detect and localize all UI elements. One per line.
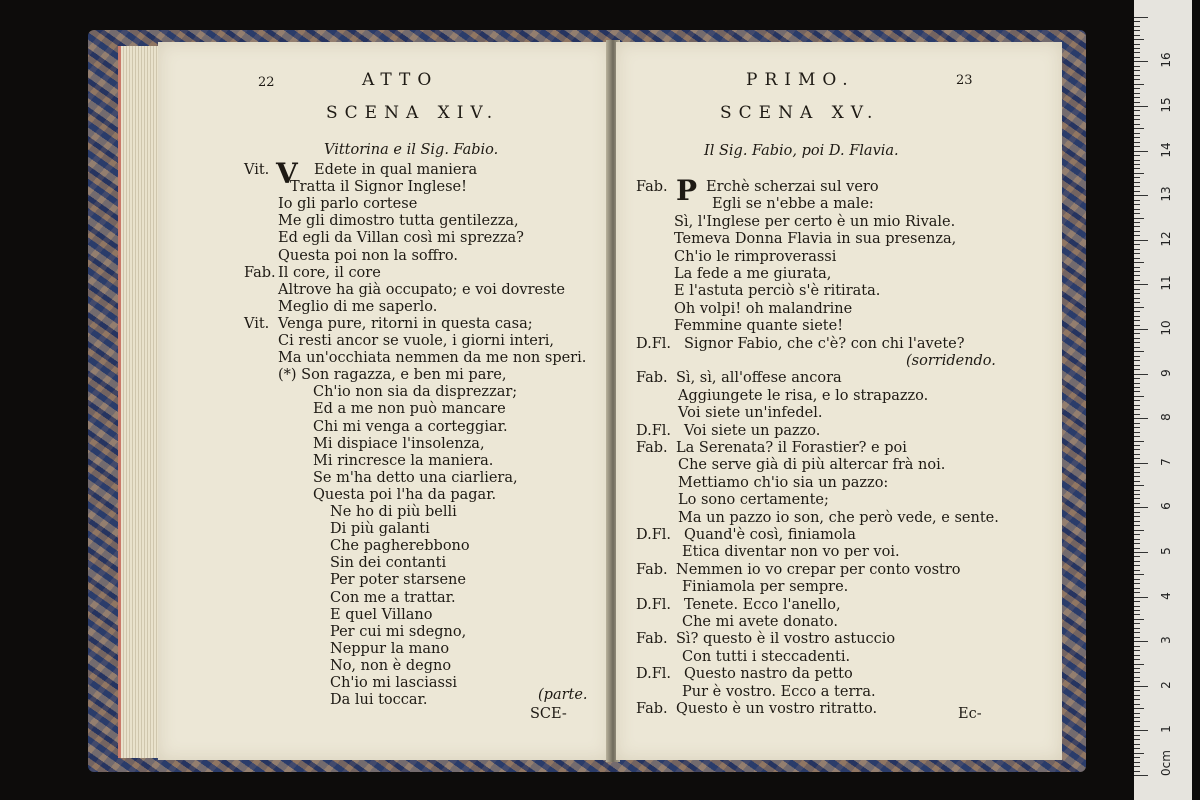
ruler-tick [1134, 681, 1140, 682]
ruler-tick [1134, 262, 1144, 263]
verse-line: (*) Son ragazza, e ben mi pare, [278, 367, 507, 384]
speaker-label: D.Fl. [636, 335, 672, 352]
ruler-tick [1134, 244, 1140, 245]
verse-line: Se m'ha detto una ciarliera, [313, 469, 518, 486]
ruler-tick [1134, 84, 1144, 85]
verse-line: Nemmen io vo crepar per conto vostro [676, 561, 961, 578]
verse-line: Venga pure, ritorni in questa casa; [278, 315, 533, 332]
verse-line: Edete in qual maniera [314, 162, 478, 178]
ruler-tick [1134, 311, 1140, 312]
ruler-tick [1134, 655, 1140, 656]
ruler-label: 9 [1159, 368, 1173, 377]
ruler-tick [1134, 632, 1140, 633]
ruler-tick [1134, 70, 1140, 71]
catchword: Ec- [958, 706, 982, 722]
stage-direction: (parte. [538, 687, 588, 703]
ruler-tick [1134, 21, 1140, 22]
verse-line: Sì, l'Inglese per certo è un mio Rivale. [674, 213, 956, 230]
verse-line: Che pagherebbono [330, 538, 470, 555]
verse-line: Ci resti ancor se vuole, i giorni interi, [278, 333, 555, 349]
speaker-label: Fab. [636, 370, 668, 387]
scene-title: SCENA XIV. [326, 103, 500, 123]
ruler-tick [1134, 396, 1144, 397]
verse-line: Egli se n'ebbe a male: [712, 196, 874, 213]
ruler-tick [1134, 498, 1140, 499]
page-number: 23 [956, 73, 973, 88]
ruler-tick [1134, 235, 1140, 236]
ruler-tick [1134, 325, 1140, 326]
ruler-tick [1134, 659, 1140, 660]
ruler-label: 1 [1159, 725, 1173, 734]
ruler-tick [1134, 351, 1144, 352]
ruler-tick [1134, 168, 1140, 169]
ruler-tick [1134, 342, 1140, 343]
scene-characters: Il Sig. Fabio, poi D. Flavia. [704, 143, 899, 159]
ruler-tick [1134, 249, 1140, 250]
ruler-tick [1134, 695, 1140, 696]
drop-capital: P [676, 174, 698, 207]
ruler-tick [1134, 240, 1148, 241]
ruler-tick [1134, 26, 1140, 27]
ruler-tick [1134, 744, 1140, 745]
ruler-tick [1134, 494, 1140, 495]
verse-line: Che serve già di più altercar frà noi. [678, 457, 946, 474]
ruler-tick [1134, 503, 1140, 504]
ruler-tick [1134, 637, 1140, 638]
verse-line: La fede a me giurata, [674, 266, 832, 282]
ruler-tick [1134, 329, 1148, 330]
ruler-tick [1134, 320, 1140, 321]
ruler-tick [1134, 583, 1140, 584]
ruler-tick [1134, 182, 1140, 183]
ruler-tick [1134, 445, 1140, 446]
ruler-tick [1134, 543, 1140, 544]
speaker-label: D.Fl. [636, 527, 672, 543]
ruler-tick [1134, 356, 1140, 357]
ruler-tick [1134, 664, 1144, 665]
verse-line: Ch'io le rimproverassi [674, 248, 837, 265]
verse-line: Con tutti i steccadenti. [682, 648, 851, 665]
verse-line: Oh volpi! oh malandrine [674, 300, 853, 317]
ruler-tick [1134, 119, 1140, 120]
ruler-tick [1134, 735, 1140, 736]
ruler-tick [1134, 436, 1140, 437]
ruler-tick [1134, 646, 1140, 647]
verse-line: Temeva Donna Flavia in sua presenza, [674, 231, 957, 248]
ruler-tick [1134, 574, 1144, 575]
ruler-tick [1134, 186, 1140, 187]
ruler-label: 14 [1159, 141, 1173, 158]
ruler-tick [1134, 423, 1140, 424]
ruler-tick [1134, 195, 1148, 196]
ruler-tick [1134, 271, 1140, 272]
verse-line: Ma un'occhiata nemmen da me non speri. [278, 350, 587, 367]
speaker-label: Fab. [636, 701, 668, 717]
ruler-label: 2 [1159, 680, 1173, 689]
ruler-tick [1134, 209, 1140, 210]
ruler-label: 5 [1159, 547, 1173, 555]
ruler-tick [1134, 672, 1140, 673]
ruler-tick [1134, 467, 1140, 468]
ruler-tick [1134, 226, 1140, 227]
ruler-tick [1134, 414, 1140, 415]
verse-line: Da lui toccar. [330, 692, 428, 709]
ruler-tick [1134, 128, 1144, 129]
measurement-ruler [1134, 0, 1192, 800]
ruler-tick [1134, 458, 1140, 459]
ruler-tick [1134, 592, 1140, 593]
ruler-tick [1134, 365, 1140, 366]
speaker-label: Vit. [244, 315, 270, 332]
ruler-tick [1134, 102, 1140, 103]
ruler-tick [1134, 204, 1140, 205]
ruler-label: 12 [1159, 231, 1173, 247]
verse-line: Io gli parlo cortese [278, 196, 418, 213]
ruler-tick [1134, 476, 1140, 477]
ruler-tick [1134, 449, 1140, 450]
ruler-tick [1134, 173, 1144, 174]
running-header: ATTO [362, 70, 439, 90]
ruler-tick [1134, 374, 1148, 375]
ruler-label: 0cm [1159, 750, 1173, 776]
ruler-tick [1134, 124, 1140, 125]
speaker-label: Fab. [636, 631, 668, 648]
ruler-tick [1134, 66, 1140, 67]
verse-line: Etica diventar non vo per voi. [682, 544, 900, 561]
verse-line: (sorridendo. [906, 353, 996, 369]
ruler-tick [1134, 619, 1144, 620]
ruler-label: 11 [1159, 275, 1173, 292]
ruler-tick [1134, 548, 1140, 549]
ruler-label: 16 [1159, 52, 1173, 69]
verse-line: Neppur la mano [330, 640, 450, 657]
verse-line: Sì? questo è il vostro astuccio [676, 631, 896, 648]
ruler-label: 13 [1159, 186, 1173, 202]
ruler-tick [1134, 280, 1140, 281]
verse-line: Per cui mi sdegno, [330, 623, 467, 640]
ruler-tick [1134, 409, 1140, 410]
ruler-tick [1134, 39, 1144, 40]
ruler-tick [1134, 556, 1140, 557]
verse-line: Femmine quante siete! [674, 318, 844, 335]
ruler-tick [1134, 258, 1140, 259]
verse-line: No, non è degno [330, 657, 452, 674]
speaker-label: D.Fl. [636, 422, 672, 439]
ruler-tick [1134, 338, 1140, 339]
verse-line: Signor Fabio, che c'è? con chi l'avete? [684, 335, 965, 352]
verse-line: Questo è un vostro ritratto. [676, 701, 878, 717]
ruler-tick [1134, 115, 1140, 116]
verse-line: Ch'io mi lasciassi [330, 675, 458, 691]
verse-line: Mi rincresce la maniera. [313, 452, 494, 469]
ruler-tick [1134, 405, 1140, 406]
ruler-tick [1134, 748, 1140, 749]
verse-line: Erchè scherzai sul vero [706, 179, 879, 195]
verse-line: Di più galanti [330, 521, 430, 538]
ruler-tick [1134, 400, 1140, 401]
ruler-label: 6 [1159, 502, 1173, 511]
verse-line: Finiamola per sempre. [682, 579, 849, 596]
ruler-tick [1134, 391, 1140, 392]
speaker-label: Fab. [244, 264, 276, 281]
verse-line: Quand'è così, finiamola [684, 527, 856, 543]
ruler-tick [1134, 708, 1144, 709]
ruler-tick [1134, 383, 1140, 384]
verse-line: E quel Villano [330, 606, 433, 623]
verse-line: Ed egli da Villan così mi sprezza? [278, 230, 524, 247]
ruler-tick [1134, 293, 1140, 294]
ruler-tick [1134, 164, 1140, 165]
ruler-tick [1134, 481, 1140, 482]
ruler-tick [1134, 200, 1140, 201]
ruler-tick [1134, 570, 1140, 571]
ruler-tick [1134, 302, 1140, 303]
ruler-label: 15 [1159, 97, 1173, 113]
verse-line: Che mi avete donato. [682, 614, 838, 630]
verse-line: Chi mi venga a corteggiar. [313, 418, 508, 435]
ruler-tick [1134, 614, 1140, 615]
ruler-tick [1134, 507, 1148, 508]
ruler-tick [1134, 289, 1140, 290]
ruler-tick [1134, 485, 1144, 486]
ruler-tick [1134, 427, 1140, 428]
ruler-tick [1134, 48, 1140, 49]
ruler-tick [1134, 561, 1140, 562]
ruler-tick [1134, 79, 1140, 80]
ruler-tick [1134, 726, 1140, 727]
ruler-label: 3 [1159, 636, 1173, 645]
ruler-tick [1134, 668, 1140, 669]
ruler-tick [1134, 387, 1140, 388]
ruler-tick [1134, 730, 1148, 731]
ruler-tick [1134, 160, 1140, 161]
ruler-tick [1134, 222, 1140, 223]
ruler-tick [1134, 713, 1140, 714]
ruler-tick [1134, 539, 1140, 540]
ruler-tick [1134, 347, 1140, 348]
verse-line: Questa poi non la soffro. [278, 247, 458, 264]
speaker-label: Vit. [244, 162, 270, 178]
ruler-tick [1134, 530, 1144, 531]
verse-line: Ed a me non può mancare [313, 401, 506, 418]
verse-line: Voi siete un pazzo. [684, 422, 821, 439]
speaker-label: Fab. [636, 440, 668, 456]
ruler-tick [1134, 44, 1140, 45]
ruler-label: 7 [1159, 457, 1173, 466]
ruler-tick [1134, 762, 1140, 763]
ruler-tick [1134, 316, 1140, 317]
ruler-label: 10 [1159, 320, 1173, 336]
ruler-tick [1134, 97, 1140, 98]
ruler-tick [1134, 378, 1140, 379]
verse-line: Per poter starsene [330, 572, 466, 589]
ruler-tick [1134, 75, 1140, 76]
ruler-tick [1134, 525, 1140, 526]
verse-line: Sin dei contanti [330, 555, 447, 572]
verse-line: Il core, il core [278, 264, 381, 281]
ruler-tick [1134, 17, 1148, 18]
ruler-tick [1134, 588, 1140, 589]
ruler-tick [1134, 88, 1140, 89]
ruler-tick [1134, 146, 1140, 147]
ruler-tick [1134, 418, 1148, 419]
ruler-tick [1134, 133, 1140, 134]
ruler-tick [1134, 650, 1140, 651]
ruler-tick [1134, 606, 1140, 607]
verse-line: Ne ho di più belli [330, 504, 457, 520]
left-page [158, 42, 610, 760]
ruler-tick [1134, 275, 1140, 276]
page-number: 22 [258, 75, 275, 90]
right-page [616, 42, 1062, 760]
ruler-tick [1134, 432, 1140, 433]
page-edges [118, 46, 163, 758]
speaker-label: D.Fl. [636, 596, 672, 613]
ruler-tick [1134, 775, 1148, 776]
ruler-tick [1134, 110, 1140, 111]
ruler-tick [1134, 766, 1140, 767]
speaker-label: Fab. [636, 561, 668, 578]
ruler-label: 4 [1159, 591, 1173, 600]
ruler-tick [1134, 641, 1148, 642]
ruler-tick [1134, 521, 1140, 522]
ruler-tick [1134, 218, 1144, 219]
ruler-tick [1134, 463, 1148, 464]
ruler-tick [1134, 137, 1140, 138]
ruler-tick [1134, 597, 1148, 598]
ruler-tick [1134, 472, 1140, 473]
ruler-label: 8 [1159, 413, 1173, 422]
ruler-tick [1134, 512, 1140, 513]
verse-line: Me gli dimostro tutta gentilezza, [278, 213, 519, 230]
ruler-tick [1134, 61, 1148, 62]
verse-line: Con me a trattar. [330, 589, 456, 606]
ruler-tick [1134, 565, 1140, 566]
ruler-tick [1134, 155, 1140, 156]
ruler-tick [1134, 534, 1140, 535]
ruler-tick [1134, 307, 1144, 308]
verse-line: Voi siete un'infedel. [678, 405, 823, 422]
ruler-tick [1134, 757, 1140, 758]
verse-line: Questo nastro da petto [684, 666, 853, 683]
ruler-tick [1134, 52, 1140, 53]
verse-line: Meglio di me saperlo. [278, 298, 438, 315]
ruler-tick [1134, 552, 1148, 553]
ruler-tick [1134, 93, 1140, 94]
ruler-tick [1134, 142, 1140, 143]
catchword: SCE- [530, 706, 567, 722]
ruler-tick [1134, 57, 1140, 58]
ruler-tick [1134, 369, 1140, 370]
verse-line: Questa poi l'ha da pagar. [313, 486, 497, 503]
verse-line: Ch'io non sia da disprezzar; [313, 384, 518, 401]
verse-line: Mi dispiace l'insolenza, [313, 435, 485, 452]
ruler-tick [1134, 601, 1140, 602]
verse-line: Ma un pazzo io son, che però vede, e sente. [678, 509, 999, 526]
ruler-tick [1134, 721, 1140, 722]
ruler-tick [1134, 628, 1140, 629]
ruler-tick [1134, 284, 1148, 285]
running-header: PRIMO. [746, 70, 855, 90]
ruler-tick [1134, 610, 1140, 611]
verse-line: Pur è vostro. Ecco a terra. [682, 683, 876, 700]
verse-line: E l'astuta perciò s'è ritirata. [674, 283, 881, 300]
ruler-tick [1134, 771, 1140, 772]
verse-line: Altrove ha già occupato; e voi dovreste [278, 281, 565, 298]
verse-line: Aggiungete le risa, e lo strapazzo. [678, 387, 929, 404]
ruler-tick [1134, 35, 1140, 36]
drop-capital: V [276, 157, 298, 190]
ruler-tick [1134, 231, 1140, 232]
verse-line: Mettiamo ch'io sia un pazzo: [678, 474, 889, 491]
ruler-tick [1134, 333, 1140, 334]
ruler-tick [1134, 360, 1140, 361]
ruler-tick [1134, 753, 1144, 754]
ruler-tick [1134, 579, 1140, 580]
ruler-tick [1134, 717, 1140, 718]
ruler-tick [1134, 516, 1140, 517]
speaker-label: D.Fl. [636, 666, 672, 683]
verse-line: Sì, sì, all'offese ancora [676, 370, 842, 387]
ruler-tick [1134, 704, 1140, 705]
ruler-tick [1134, 454, 1140, 455]
verse-line: Lo sono certamente; [678, 492, 829, 509]
verse-line: Tratta il Signor Inglese! [290, 179, 467, 196]
ruler-tick [1134, 739, 1140, 740]
ruler-tick [1134, 490, 1140, 491]
scene-title: SCENA XV. [720, 103, 880, 123]
ruler-tick [1134, 213, 1140, 214]
ruler-tick [1134, 151, 1148, 152]
ruler-tick [1134, 106, 1148, 107]
ruler-tick [1134, 177, 1140, 178]
verse-line: Tenete. Ecco l'anello, [684, 596, 841, 613]
ruler-tick [1134, 441, 1144, 442]
scene-characters: Vittorina e il Sig. Fabio. [324, 142, 499, 158]
ruler-tick [1134, 30, 1140, 31]
ruler-tick [1134, 298, 1140, 299]
ruler-tick [1134, 686, 1148, 687]
ruler-tick [1134, 677, 1140, 678]
ruler-tick [1134, 191, 1140, 192]
ruler-tick [1134, 690, 1140, 691]
ruler-tick [1134, 253, 1140, 254]
speaker-label: Fab. [636, 179, 668, 195]
ruler-tick [1134, 267, 1140, 268]
ruler-tick [1134, 623, 1140, 624]
verse-line: La Serenata? il Forastier? e poi [676, 440, 907, 456]
ruler-tick [1134, 699, 1140, 700]
